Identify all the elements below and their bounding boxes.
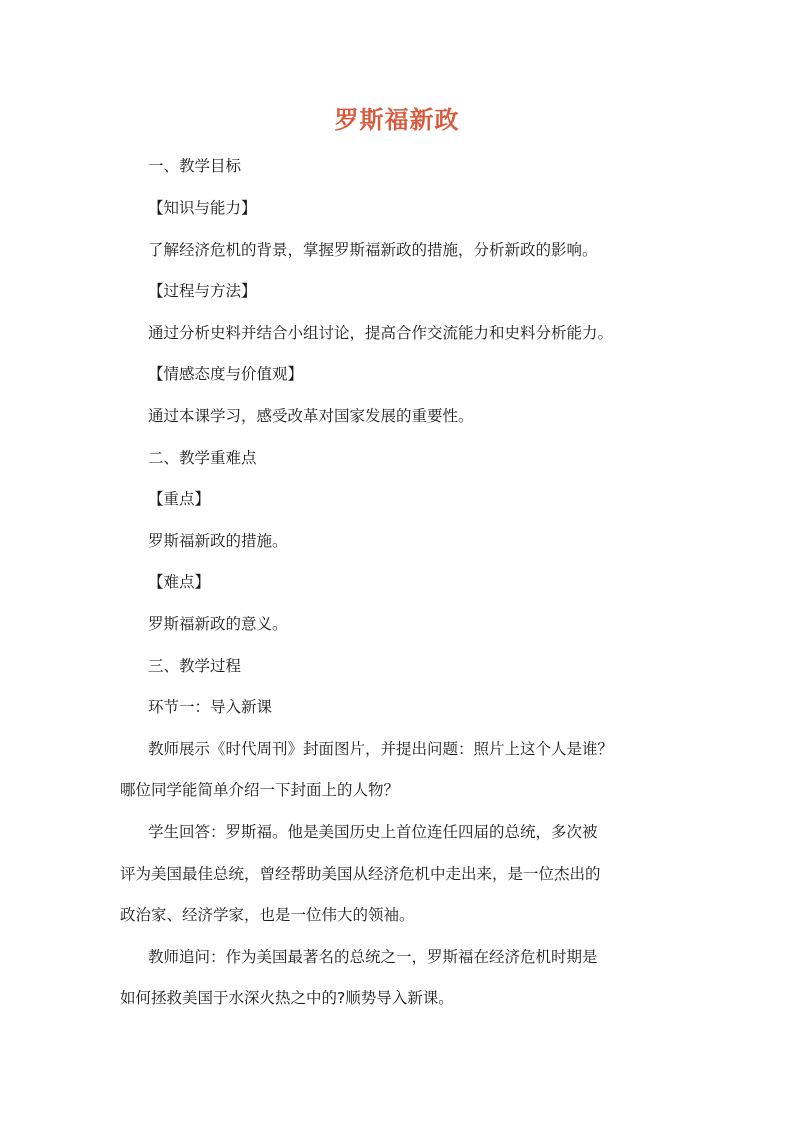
paragraph-student-answer-cont-2: 政治家、经济学家，也是一位伟大的领袖。 [120, 906, 415, 924]
subheading-emotion: 【情感态度与价值观】 [148, 365, 304, 383]
paragraph-student-answer-cont-1: 评为美国最佳总统，曾经帮助美国从经济危机中走出来，是一位杰出的 [120, 865, 601, 883]
subheading-knowledge: 【知识与能力】 [148, 199, 257, 217]
paragraph-teacher-show: 教师展示《时代周刊》封面图片，并提出问题：照片上这个人是谁？ [148, 740, 614, 758]
paragraph-difficult: 罗斯福新政的意义。 [148, 615, 288, 633]
subheading-key: 【重点】 [148, 490, 211, 508]
subheading-difficult: 【难点】 [148, 573, 211, 591]
paragraph-teacher-ask-cont: 如何拯救美国于水深火热之中的?顺势导入新课。 [120, 989, 454, 1007]
subheading-process: 【过程与方法】 [148, 282, 257, 300]
section-heading-objectives: 一、教学目标 [148, 157, 242, 175]
section-heading-process: 三、教学过程 [148, 657, 242, 675]
paragraph-student-answer: 学生回答：罗斯福。他是美国历史上首位连任四届的总统，多次被 [148, 823, 598, 841]
paragraph-knowledge: 了解经济危机的背景，掌握罗斯福新政的措施，分析新政的影响。 [148, 241, 598, 259]
paragraph-teacher-show-cont: 哪位同学能简单介绍一下封面上的人物？ [120, 781, 400, 799]
subheading-step-one: 环节一：导入新课 [148, 698, 273, 716]
paragraph-emotion: 通过本课学习，感受改革对国家发展的重要性。 [148, 407, 474, 425]
paragraph-process: 通过分析史料并结合小组讨论，提高合作交流能力和史料分析能力。 [148, 324, 614, 342]
document-title: 罗斯福新政 [334, 106, 460, 134]
section-heading-keypoints: 二、教学重难点 [148, 449, 257, 467]
paragraph-key: 罗斯福新政的措施。 [148, 532, 288, 550]
paragraph-teacher-ask: 教师追问：作为美国最著名的总统之一，罗斯福在经济危机时期是 [148, 948, 598, 966]
